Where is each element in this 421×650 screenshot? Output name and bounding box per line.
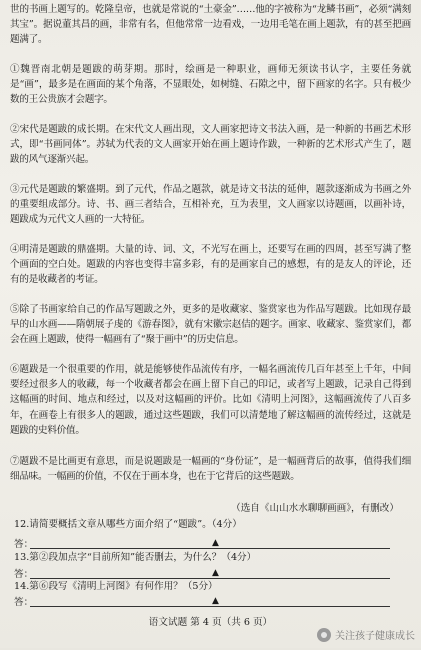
question-12: 12.请简要概括文章从哪些方面介绍了“题跋”。（4分） bbox=[14, 519, 242, 530]
answer-marker-12: ▲ bbox=[212, 538, 219, 548]
answer-label-14: 答： bbox=[14, 597, 34, 608]
passage-paragraph-3: ③元代是题跋的繁盛期。到了元代，作品之题款，就是诗文书法的延伸，题款逐渐成为书画之外的重要组成部分。诗、书、画三者结合，互相补充，互为表里，文人画家以诗题画，以画补诗，题跋成为元代文人画的一大特征。 bbox=[10, 184, 411, 226]
question-14: 14.第⑥段写《清明上河图》有何作用？（5分） bbox=[14, 581, 218, 592]
wechat-icon bbox=[317, 628, 331, 642]
passage-paragraph-0: 世的书画上题写的。乾隆皇帝，也就是常说的“土豪金”……他的字被称为“龙鳞书画”，必须“满刻其宝”。据说董其昌的画，非常有名，但他常常一边看戏，一边用毛笔在画上题款，有的甚至把画题满了。 bbox=[10, 4, 411, 46]
passage-paragraph-2: ②宋代是题跋的成长期。在宋代文人画出现，文人画家把诗文书法入画，是一种新的书画艺术形式，即“书画同体”。苏轼为代表的文人画家开始在画上题诗作跋，一种新的艺术形式产生了，题跋的风气逐渐兴起。 bbox=[10, 124, 411, 166]
answer-label-13: 答： bbox=[14, 569, 34, 580]
passage-paragraph-7: ⑦题跋不是比画更有意思，而是说题跋是一幅画的“身份证”，是一幅画背后的故事，值得我们细细品味。一幅画的价值，不仅在于画本身，也在于它背后的这些题跋。 bbox=[10, 456, 411, 483]
watermark-text: 关注孩子健康成长 bbox=[335, 631, 415, 642]
answer-marker-13: ▲ bbox=[212, 568, 219, 578]
answer-line-12[interactable] bbox=[30, 548, 390, 549]
watermark bbox=[317, 627, 415, 642]
passage-paragraph-4: ④明清是题跋的鼎盛期。大量的诗、词、文，不光写在画上，还要写在画的四周，甚至写满了整个画面的空白处。题跋的内容也变得丰富多彩，有的是画家自己的感想，有的是友人的评论，还有的是收藏者的考证。 bbox=[10, 244, 411, 286]
page-footer: 语文试题 第 4 页（共 6 页） bbox=[148, 617, 273, 628]
passage-paragraph-5: ⑤除了书画家给自己的作品写题跋之外，更多的是收藏家、鉴赏家也为作品写题跋。比如现存最早的山水画——隋朝展子虔的《游春图》，就有宋徽宗赵佶的题字。画家、收藏家、鉴赏家们，都会在画上题跋，使得一幅画有了“聚于画中”的历史信息。 bbox=[10, 304, 411, 346]
passage-paragraph-1: ①魏晋南北朝是题跋的萌芽期。那时，绘画是一种职业，画师无须读书认字，主要任务就是“画”，最多是在画面的某个角落，不显眼处，如树缝、石隙之中，留下画家的名字。只有极少数的王公贵族才会题字。 bbox=[10, 64, 411, 106]
answer-marker-14: ▲ bbox=[212, 596, 219, 606]
answer-line-14[interactable] bbox=[30, 606, 390, 607]
passage-paragraph-6: ⑥题跋是一个很重要的作用，就是能够使作品流传有序，一幅名画流传几百年甚至上千年，中间要经过很多人的收藏，每一个收藏者都会在画上留下自己的印记，或者写上题跋，记录自己得到这幅画的时间、地点和经过，以及对这幅画的评价。比如《清明上河图》，这幅画流传了八百多年，在画卷上有很多人的题跋，通过这些题跋，我们可以清楚地了解这幅画的流传经过，这就是题跋的史料价值。 bbox=[10, 364, 411, 436]
answer-line-13[interactable] bbox=[30, 578, 390, 579]
passage-source: （选自《山山水水聊聊画画》，有删改） bbox=[231, 503, 399, 514]
answer-label-12: 答： bbox=[14, 539, 34, 550]
question-13: 13.第②段加点字“目前所知”能否删去，为什么？（4分） bbox=[14, 552, 257, 563]
